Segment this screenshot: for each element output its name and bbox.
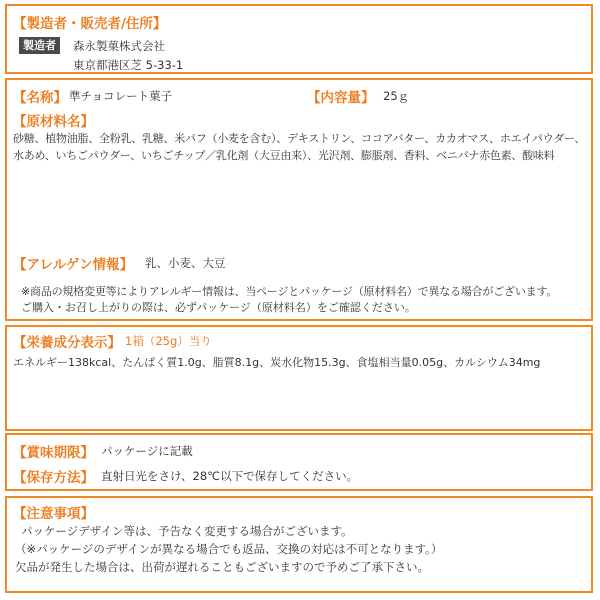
- nutrition-panel: [5, 325, 593, 431]
- allergen-value: 乳、小麦、大豆: [145, 256, 226, 270]
- ingredients-line-1: 砂糖、植物油脂、全粉乳、乳糖、米パフ（小麦を含む）、デキストリン、ココアバター、カカオマス、ホエイパウダー、: [13, 132, 586, 145]
- content-heading: 【内容量】: [307, 90, 375, 106]
- manufacturer-heading: 【製造者・販売者/住所】: [13, 16, 167, 32]
- ingredients-heading: 【原材料名】: [13, 114, 94, 130]
- content-value: 25ｇ: [383, 89, 410, 103]
- name-value: 準チョコレート菓子: [69, 89, 173, 103]
- ingredients-line-2: 水あめ、いちごパウダー、いちごチップ／乳化剤（大豆由来）、光沢剤、膨脹剤、香料、ベニバナ赤色素、酸味料: [13, 149, 555, 162]
- manufacturer-company: 森永製菓株式会社: [73, 39, 165, 53]
- manufacturer-tag: 製造者: [19, 37, 60, 54]
- notes-line-3: 欠品が発生した場合は、出荷が遅れることもございますので予めご了承下さい。: [15, 560, 429, 574]
- name-heading: 【名称】: [13, 90, 67, 106]
- allergen-note-line-1: ※商品の規格変更等によりアレルギー情報は、当ページとパッケージ（原材料名）で異なる場合がございます。: [21, 285, 558, 298]
- notes-panel: [5, 496, 593, 593]
- product-panel: [5, 78, 593, 321]
- allergen-heading: 【アレルゲン情報】: [13, 257, 134, 273]
- nutrition-values: エネルギー138kcal、たんぱく質1.0g、脂質8.1g、炭水化物15.3g、食塩相当量0.05g、カルシウム34mg: [13, 356, 541, 369]
- storage-panel: [5, 433, 593, 491]
- notes-line-1: パッケージデザイン等は、予告なく変更する場合がございます。: [21, 524, 353, 538]
- manufacturer-address: 東京都港区芝 5-33-1: [73, 58, 184, 72]
- notes-line-2: （※パッケージのデザインが異なる場合でも返品、交換の対応は不可となります。）: [15, 542, 443, 556]
- allergen-note-line-2: ご購入・お召し上がりの際は、必ずパッケージ（原材料名）をご確認ください。: [21, 301, 416, 314]
- manufacturer-panel: [5, 4, 593, 74]
- expiry-heading: 【賞味期限】: [13, 445, 94, 461]
- storage-value: 直射日光をさけ、28℃以下で保存してください。: [101, 469, 359, 483]
- notes-heading: 【注意事項】: [13, 506, 94, 522]
- expiry-value: パッケージに記載: [101, 444, 193, 458]
- nutrition-heading: 【栄養成分表示】: [13, 335, 121, 351]
- storage-heading: 【保存方法】: [13, 470, 94, 486]
- nutrition-basis: 1箱（25g）当り: [125, 334, 212, 348]
